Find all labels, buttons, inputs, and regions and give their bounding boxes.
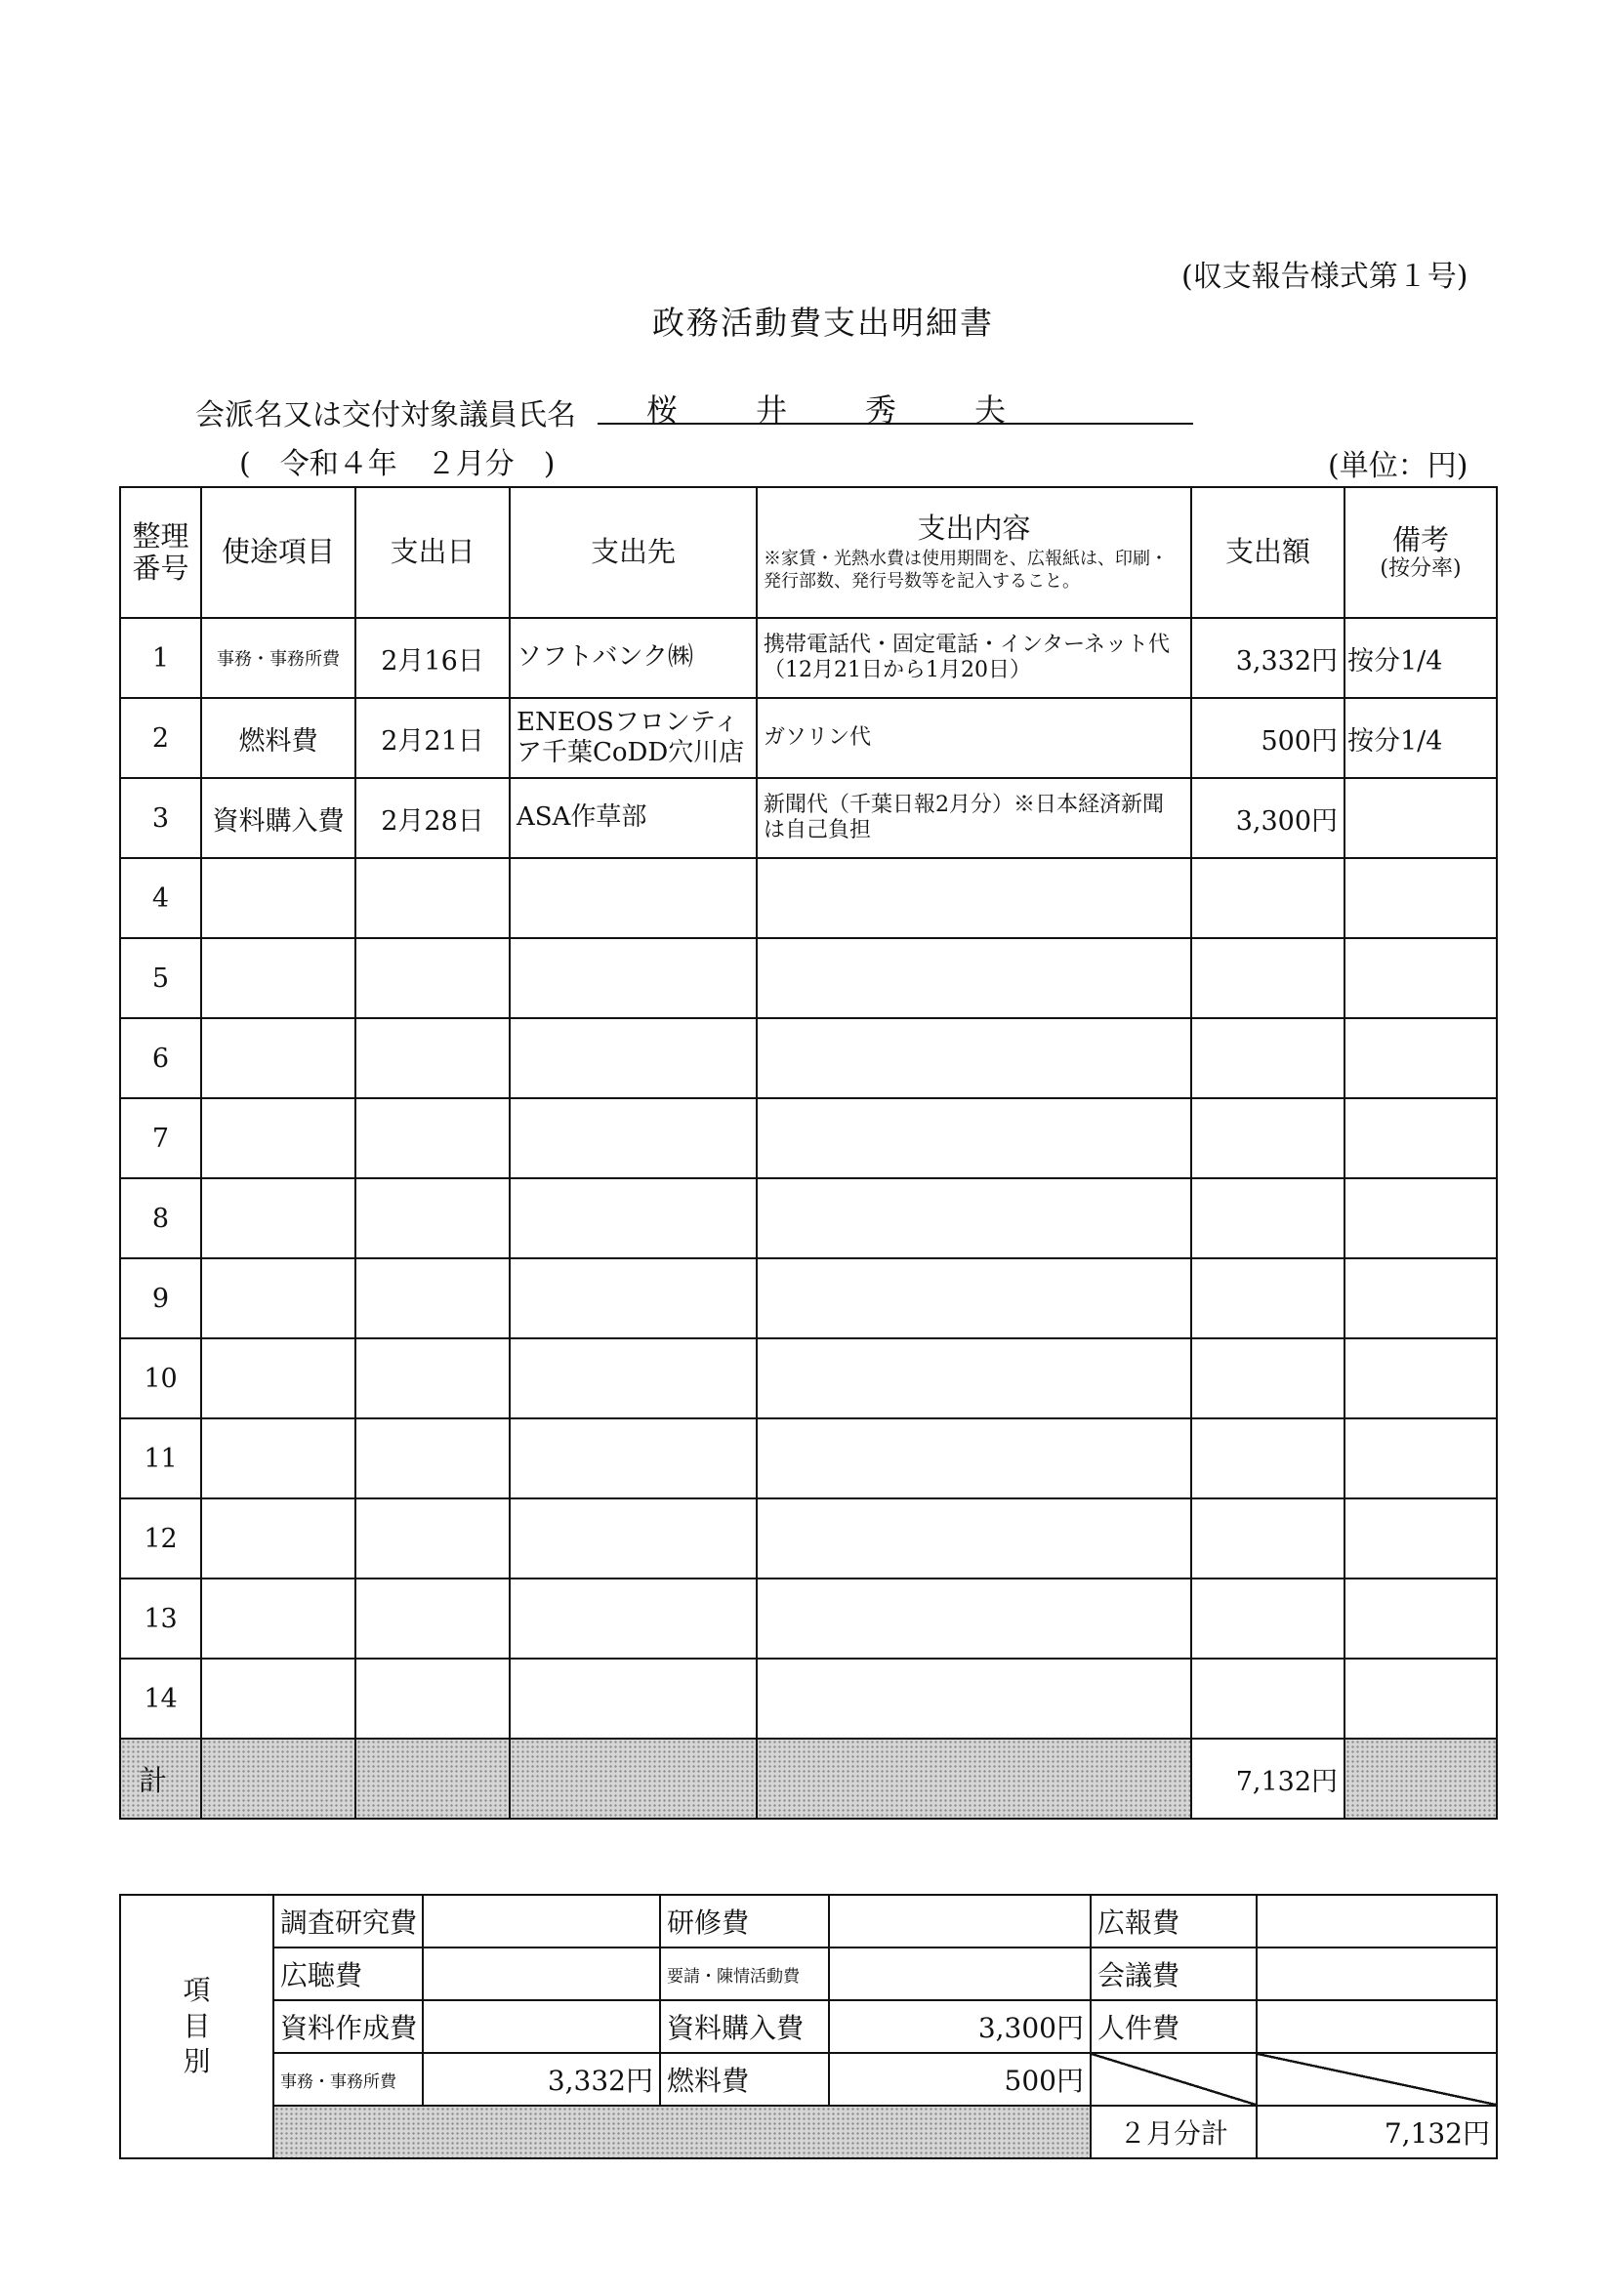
summary-value	[423, 1895, 660, 1948]
summary-label: 調査研究費	[273, 1895, 423, 1948]
row-remarks	[1344, 1258, 1497, 1338]
row-remarks: 按分1/4	[1344, 618, 1497, 698]
row-date	[355, 1098, 510, 1178]
row-item	[201, 1498, 355, 1578]
summary-value	[829, 1948, 1091, 2000]
row-item: 事務・事務所費	[201, 618, 355, 698]
row-remarks	[1344, 1018, 1497, 1098]
row-item	[201, 1098, 355, 1178]
row-amount	[1191, 1098, 1344, 1178]
row-date: 2月16日	[355, 618, 510, 698]
row-item	[201, 1258, 355, 1338]
col-amount-header: 支出額	[1191, 487, 1344, 618]
col-content-header	[757, 487, 1191, 618]
row-payee	[510, 1338, 757, 1418]
total-amount: 7,132円	[1191, 1739, 1344, 1819]
col-payee-header: 支出先	[510, 487, 757, 618]
diagonal-void-cell	[1091, 2053, 1257, 2106]
row-remarks	[1344, 1098, 1497, 1178]
row-payee	[510, 1098, 757, 1178]
row-number: 11	[120, 1418, 201, 1498]
row-amount	[1191, 1178, 1344, 1258]
row-amount	[1191, 1018, 1344, 1098]
row-amount	[1191, 1578, 1344, 1659]
row-payee	[510, 1018, 757, 1098]
summary-value	[1257, 2000, 1497, 2053]
row-date	[355, 1498, 510, 1578]
table-row	[120, 1498, 1497, 1578]
row-amount	[1191, 1418, 1344, 1498]
row-amount	[1191, 1498, 1344, 1578]
table-row	[120, 1018, 1497, 1098]
table-row	[120, 618, 1497, 698]
summary-row	[120, 2053, 1497, 2106]
row-content	[757, 1098, 1191, 1178]
summary-value	[1257, 1948, 1497, 2000]
row-remarks	[1344, 1178, 1497, 1258]
row-item	[201, 1418, 355, 1498]
row-number: 13	[120, 1578, 201, 1659]
row-remarks	[1344, 778, 1497, 858]
summary-value	[423, 2000, 660, 2053]
row-number: 3	[120, 778, 201, 858]
row-amount	[1191, 1338, 1344, 1418]
shaded-cell	[1344, 1739, 1497, 1819]
category-summary-table	[119, 1894, 1498, 2159]
row-amount: 500円	[1191, 698, 1344, 778]
month-total-value: 7,132円	[1257, 2106, 1497, 2158]
form-number: (収支報告様式第１号)	[1181, 260, 1468, 294]
col-content-note: ※家賃・光熱水費は使用期間を、広報紙は、印刷・発行部数、発行号数等を記入すること。	[764, 549, 1168, 592]
row-remarks	[1344, 1498, 1497, 1578]
summary-value	[423, 1948, 660, 2000]
row-content: 新聞代（千葉日報2月分）※日本経済新聞は自己負担	[757, 778, 1191, 858]
col-remarks-title: 備考	[1391, 522, 1449, 556]
row-item	[201, 1659, 355, 1739]
table-row	[120, 778, 1497, 858]
col-item-header: 使途項目	[201, 487, 355, 618]
row-date	[355, 1338, 510, 1418]
row-date	[355, 1418, 510, 1498]
col-content-title: 支出内容	[917, 511, 1031, 545]
summary-value	[829, 1895, 1091, 1948]
row-remarks	[1344, 1418, 1497, 1498]
table-row	[120, 858, 1497, 938]
row-date	[355, 1659, 510, 1739]
row-number: 12	[120, 1498, 201, 1578]
row-item	[201, 1578, 355, 1659]
row-item	[201, 1018, 355, 1098]
row-content	[757, 1338, 1191, 1418]
row-number: 5	[120, 938, 201, 1018]
reporting-period: ( 令和４年 ２月分 )	[239, 447, 556, 481]
summary-label: 広聴費	[273, 1948, 423, 2000]
shaded-cell	[201, 1739, 355, 1819]
summary-label: 資料作成費	[273, 2000, 423, 2053]
row-date	[355, 1018, 510, 1098]
row-payee	[510, 1578, 757, 1659]
row-item	[201, 1178, 355, 1258]
summary-label: 人件費	[1091, 2000, 1257, 2053]
row-remarks	[1344, 1578, 1497, 1659]
row-payee	[510, 1659, 757, 1739]
table-row	[120, 1659, 1497, 1739]
summary-row	[120, 1948, 1497, 2000]
row-content	[757, 1018, 1191, 1098]
row-payee: ASA作草部	[510, 778, 757, 858]
summary-side-label	[120, 1895, 273, 2158]
row-number: 8	[120, 1178, 201, 1258]
expenditure-table	[119, 486, 1498, 1820]
summary-label: 広報費	[1091, 1895, 1257, 1948]
row-remarks	[1344, 938, 1497, 1018]
row-item	[201, 858, 355, 938]
row-remarks: 按分1/4	[1344, 698, 1497, 778]
shaded-cell	[273, 2106, 1091, 2158]
summary-total-row	[120, 2106, 1497, 2158]
table-row	[120, 1258, 1497, 1338]
month-total-label: ２月分計	[1091, 2106, 1257, 2158]
row-payee: ソフトバンク㈱	[510, 618, 757, 698]
row-payee	[510, 858, 757, 938]
row-date	[355, 858, 510, 938]
row-payee: ENEOSフロンティア千葉CoDD穴川店	[510, 698, 757, 778]
diagonal-void-cell	[1257, 2053, 1497, 2106]
summary-value: 3,332円	[423, 2053, 660, 2106]
row-number: 4	[120, 858, 201, 938]
table-row	[120, 1098, 1497, 1178]
member-name-label: 会派名又は交付対象議員氏名	[195, 398, 576, 432]
row-amount	[1191, 1659, 1344, 1739]
summary-value	[1257, 1895, 1497, 1948]
row-content	[757, 938, 1191, 1018]
row-amount	[1191, 858, 1344, 938]
row-amount: 3,300円	[1191, 778, 1344, 858]
row-number: 1	[120, 618, 201, 698]
row-content	[757, 1659, 1191, 1739]
row-date	[355, 1178, 510, 1258]
col-number-header: 整理番号	[120, 487, 201, 618]
summary-row	[120, 1895, 1497, 1948]
row-content: ガソリン代	[757, 698, 1191, 778]
row-remarks	[1344, 858, 1497, 938]
row-content	[757, 858, 1191, 938]
row-number: 6	[120, 1018, 201, 1098]
shaded-cell	[510, 1739, 757, 1819]
summary-row	[120, 2000, 1497, 2053]
col-remarks-sub: (按分率)	[1380, 556, 1462, 582]
row-remarks	[1344, 1338, 1497, 1418]
row-item: 燃料費	[201, 698, 355, 778]
table-row	[120, 1418, 1497, 1498]
row-amount: 3,332円	[1191, 618, 1344, 698]
row-content: 携帯電話代・固定電話・インターネット代（12月21日から1月20日）	[757, 618, 1191, 698]
summary-value: 500円	[829, 2053, 1091, 2106]
shaded-cell	[757, 1739, 1191, 1819]
row-item	[201, 1338, 355, 1418]
row-content	[757, 1418, 1191, 1498]
row-payee	[510, 1258, 757, 1338]
row-payee	[510, 1418, 757, 1498]
row-amount	[1191, 1258, 1344, 1338]
row-date	[355, 1578, 510, 1659]
total-label: 計	[120, 1739, 201, 1819]
table-row	[120, 1578, 1497, 1659]
summary-value: 3,300円	[829, 2000, 1091, 2053]
row-payee	[510, 1178, 757, 1258]
row-content	[757, 1178, 1191, 1258]
col-remarks-header	[1344, 487, 1497, 618]
shaded-cell	[355, 1739, 510, 1819]
row-content	[757, 1578, 1191, 1659]
row-date: 2月21日	[355, 698, 510, 778]
table-header-row	[120, 487, 1497, 618]
table-row	[120, 938, 1497, 1018]
unit-label: (単位：円)	[1328, 449, 1468, 483]
document-title: 政務活動費支出明細書	[652, 304, 994, 342]
summary-label: 会議費	[1091, 1948, 1257, 2000]
row-date	[355, 938, 510, 1018]
col-date-header: 支出日	[355, 487, 510, 618]
row-number: 9	[120, 1258, 201, 1338]
row-content	[757, 1258, 1191, 1338]
row-amount	[1191, 938, 1344, 1018]
row-number: 2	[120, 698, 201, 778]
member-name-value: 桜井秀夫	[598, 386, 1193, 425]
table-row	[120, 698, 1497, 778]
row-item: 資料購入費	[201, 778, 355, 858]
row-content	[757, 1498, 1191, 1578]
summary-label: 要請・陳情活動費	[660, 1948, 829, 2000]
row-number: 14	[120, 1659, 201, 1739]
table-row	[120, 1338, 1497, 1418]
row-item	[201, 938, 355, 1018]
total-row	[120, 1739, 1497, 1819]
summary-side-text: 項目別	[183, 1974, 211, 2078]
row-payee	[510, 1498, 757, 1578]
summary-label: 燃料費	[660, 2053, 829, 2106]
row-date	[355, 1258, 510, 1338]
row-number: 7	[120, 1098, 201, 1178]
row-number: 10	[120, 1338, 201, 1418]
row-remarks	[1344, 1659, 1497, 1739]
row-payee	[510, 938, 757, 1018]
row-date: 2月28日	[355, 778, 510, 858]
table-row	[120, 1178, 1497, 1258]
summary-label: 事務・事務所費	[273, 2053, 423, 2106]
summary-label: 研修費	[660, 1895, 829, 1948]
summary-label: 資料購入費	[660, 2000, 829, 2053]
